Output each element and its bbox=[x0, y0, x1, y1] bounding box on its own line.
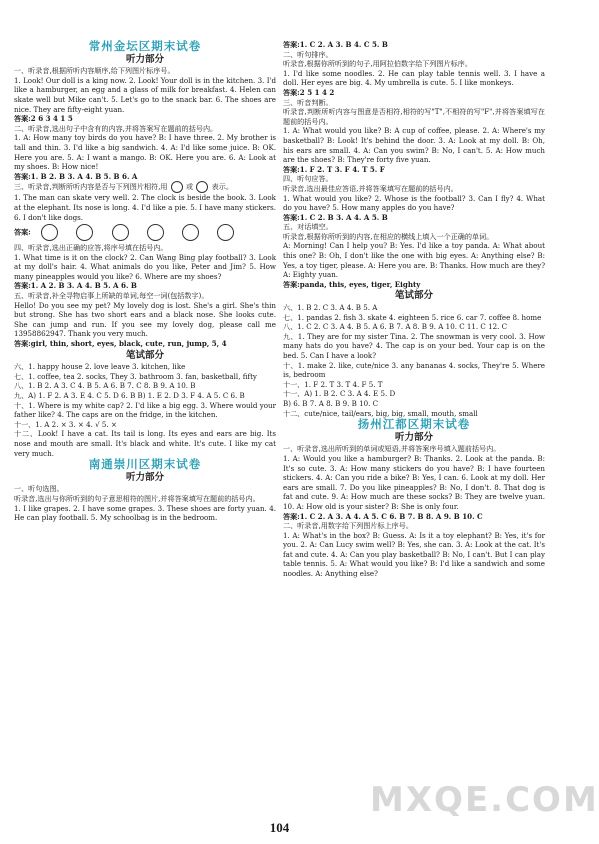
question-heading-part: 表示。 bbox=[211, 182, 233, 192]
answer-line: 六、1. B 2. C 3. A 4. B 5. A bbox=[283, 303, 378, 313]
smiley-face-icon bbox=[112, 224, 129, 241]
question-heading-part: 或 bbox=[186, 182, 194, 192]
transcript: 1. The man can skate very well. 2. The clock is beside the book. 3. Look at the elephant. Its nose is long. 4. I'd like a pie. 5. I have many stickers. 6. I don't like dogs. bbox=[14, 193, 276, 222]
instruction: 听录音,根据你所听到的句子,用阿拉伯数字给下列图片标序。 bbox=[283, 59, 472, 69]
transcript: 1. A: What would you like? B: A cup of coffee, please. 2. A: Where's my basketball? B: Look! It's behind the door. 3. A: Look at my doll. B: Oh, his ears are small. 4. A: Can you swim? B: No, I can't. 5. A: How much are the shoes? B: They're forty five yuan. bbox=[283, 126, 545, 165]
question-heading-part: 三、听录音,判断所听内容是否与下列图片相符,用 bbox=[14, 182, 168, 192]
page-number: 104 bbox=[269, 820, 290, 835]
answer-line: 答案:1. C 2. A 3. B 4. C 5. B bbox=[283, 40, 388, 49]
transcript: 1. A: How many toy birds do you have? B: I have three. 2. My brother is tall and thin. 3. I'd like a big sandwich. 4. A: I'd like some juice. B: OK. Here you are. 5. A: I want a mango. B: OK. Here you are. 6. A: Look at my shoes. B: How nice! bbox=[14, 133, 276, 172]
transcript: 1. A: Would you like a hamburger? B: Thanks. 2. Look at the panda. B: It's so cute. 3. A: How many stickers do you have? B: I have fourteen stickers. 4. A: Can you ride a bike? B: Yes, I can. 6. Look at my doll. Her ears are small. 7. Do you like pineapples? B: No, I don't. 8. That dog is fat and cute. 9. A: How much are these socks? B: They are twelve yuan. 10. A: How old is your sister? B: She is only four. bbox=[283, 453, 545, 511]
listening-heading: 听力部分 bbox=[125, 471, 164, 483]
answer-line: 八、1. B 2. A 3. C 4. B 5. A 6. B 7. C 8. B 9. A 10. B bbox=[14, 381, 196, 391]
answer-line: 十一、1. F 2. T 3. T 4. F 5. T bbox=[283, 379, 383, 389]
answer-line: 答案:girl, thin, short, eyes, black, cute, run, jump, 5, 4 bbox=[14, 339, 227, 349]
answer-line: B) 6. B 7. A 8. B 9. B 10. C bbox=[283, 398, 379, 408]
answer-line: 十、1. Where is my white cap? 2. I'd like a big egg. 3. Where would your father like? 4. The caps are on the fridge, in the kitchen. bbox=[14, 400, 276, 420]
question-heading: 二、听录音,选出句子中含有的内容,并将答案写在题前的括号内。 bbox=[14, 123, 218, 133]
watermark: MXQE.COM bbox=[370, 780, 599, 820]
answer-line: 答案:2 5 1 4 2 bbox=[283, 87, 335, 97]
answer-line: 十二、Look! I have a cat. Its tail is long. Its eyes and ears are big. Its nose and mouth are small. It's black and white. It's cute. I like my cat very much. bbox=[14, 429, 276, 458]
transcript: 1. What time is it on the clock? 2. Can Wang Bing play football? 3. Look at my doll's hair. 4. What animals do you like, Peter and Jim? 5. How many pineapples would you like? 6. Where are my shoes? bbox=[14, 252, 276, 281]
instruction: 听录音,选出最佳应答语,并将答案填写在题前的括号内。 bbox=[283, 183, 458, 193]
answer-line: 答案:2 6 3 4 1 5 bbox=[14, 114, 73, 124]
answer-line: 六、1. happy house 2. love leave 3. kitchen, like bbox=[14, 362, 186, 372]
question-heading: 五、对话填空。 bbox=[283, 222, 333, 232]
section-title-changzhou: 常州金坛区期末试卷 bbox=[88, 39, 202, 53]
transcript: 1. What would you like? 2. Whose is the football? 3. Can I fly? 4. What do you have? 5. How many apples do you have? bbox=[283, 193, 545, 213]
question-heading: 二、听句排序。 bbox=[283, 49, 333, 59]
answer-line: 十一、A) 1. B 2. C 3. A 4. E 5. D bbox=[283, 389, 396, 399]
answer-line: 答案:1. C 2. A 3. A 4. A 5. C 6. B 7. B 8. A 9. B 10. C bbox=[283, 511, 483, 521]
answer-line: 九、1. They are for my sister Tina. 2. The snowman is very cool. 3. How many hats do you have? 4. The cap is on your bed. Your cap is on the bed. 5. Can I have a look? bbox=[283, 331, 545, 360]
question-heading: 一、听句选图。 bbox=[14, 484, 64, 494]
sad-face-icon bbox=[76, 224, 93, 241]
question-heading: 一、听录音,根据所听内容顺序,给下列图片标序号。 bbox=[14, 66, 175, 76]
transcript: A: Morning! Can I help you? B: Yes. I'd like a toy panda. A: What about this one? B: Oh, I don't like the one with big eyes. A: Anything else? B: Yes, a toy tiger, please. A: Here you are. B: Thanks. How much are they? A: Eighty yuan. bbox=[283, 241, 545, 280]
answer-line: 七、1. pandas 2. fish 3. skate 4. eighteen 5. rice 6. car 7. coffee 8. home bbox=[283, 312, 542, 322]
smiley-face-icon bbox=[182, 224, 199, 241]
answer-faces bbox=[14, 224, 276, 241]
question-heading bbox=[14, 181, 276, 193]
answer-line: 七、1. coffee, tea 2. socks, They 3. bathroom 3. fan, basketball, fifty bbox=[14, 371, 257, 381]
section-title-nantong: 南通崇川区期末试卷 bbox=[88, 457, 202, 472]
transcript: 1. A: What's in the box? B: Guess. A: Is it a toy elephant? B: Yes, it's for you. 2. A: Can Lucy swim well? B: Yes, she can. 3. A: Look at the cat. It's fat and cute. 4. A: Can you play basketball? B: No, I can't. But I can play table tennis. 5. A: What would you like? B: I'd like a sandwich and some noodles. A: Anything else? bbox=[283, 530, 545, 579]
answer-line: 答案:panda, this, eyes, tiger, Eighty bbox=[283, 279, 421, 289]
right-column bbox=[283, 40, 545, 579]
answer-line: 答案:1. F 2. T 3. F 4. T 5. F bbox=[283, 164, 385, 174]
answer-line: 十二、cute/nice, tail/ears, big, big, small, mouth, small bbox=[283, 408, 478, 418]
answer-line: 答案:1. A 2. B 3. A 4. B 5. A 6. B bbox=[14, 281, 137, 291]
question-heading: 五、听录音,补全寻物启事上所缺的单词,每空一词(包括数字)。 bbox=[14, 291, 209, 301]
transcript: 1. Look! Our doll is a king now. 2. Look! Your doll is in the kitchen. 3. I'd like a hamburger, an egg and a glass of milk for breakfast. 4. Helen can skate well but Mike can't. 5. Let's go to the snack bar. 6. The shoes are nice. They are fifty-eight yuan. bbox=[14, 75, 276, 114]
answer-line: 八、1. C 2. C 3. A 4. B 5. A 6. B 7. A 8. B 9. A 10. C 11. C 12. C bbox=[283, 322, 508, 332]
transcript: 1. I'd like some noodles. 2. He can play table tennis well. 3. I have a doll. Her eyes are big. 4. My umbrella is cute. 5. I like monkeys. bbox=[283, 68, 545, 88]
section-title-yangzhou: 扬州江都区期末试卷 bbox=[357, 417, 471, 432]
transcript: 1. I like grapes. 2. I have some grapes. 3. These shoes are forty yuan. 4. He can play football. 5. My schoolbag is in the bedroom. bbox=[14, 503, 276, 523]
written-heading: 笔试部分 bbox=[125, 349, 164, 361]
question-heading: 四、听句应答。 bbox=[283, 174, 333, 184]
answer-line: 十、1. make 2. like, cute/nice 3. any bananas 4. socks, They're 5. Where is, bedroom bbox=[283, 360, 545, 380]
sad-face-icon bbox=[217, 224, 234, 241]
listening-heading: 听力部分 bbox=[125, 53, 164, 65]
smiley-face-icon bbox=[41, 224, 58, 241]
instruction: 听录音,判断所听内容与图意是否相符,相符的写"T",不相符的写"F",并将答案填写在题前的括号内。 bbox=[283, 107, 545, 126]
question-heading: 二、听录音,用数字给下列图片标上序号。 bbox=[283, 521, 413, 531]
instruction: 听录音,选出与你所听到的句子意思相符的图片,并将答案填写在题前的括号内。 bbox=[14, 493, 260, 503]
answer-label: 答案: bbox=[14, 227, 31, 237]
question-heading: 四、听录音,选出正确的应答,将序号填在括号内。 bbox=[14, 243, 168, 253]
transcript: Hello! Do you see my pet? My lovely dog is lost. She's a girl. She's thin but strong. She has two short ears and a black nose. She looks cute. She can jump and run. If you see my lovely dog, please call me 13958862947. Thank you very much. bbox=[14, 300, 276, 339]
instruction: 听录音,根据你所听到的内容,在相应的横线上填入一个正确的单词。 bbox=[283, 231, 494, 241]
listening-heading: 听力部分 bbox=[394, 431, 433, 443]
answer-line: 答案:1. B 2. B 3. A 4. B 5. B 6. A bbox=[14, 171, 138, 181]
question-heading: 一、听录音,选出所听到的单词或短语,并将答案序号填入题前括号内。 bbox=[283, 444, 501, 454]
sad-face-icon bbox=[196, 181, 208, 193]
answer-line: 答案:1. C 2. B 3. A 4. A 5. B bbox=[283, 212, 388, 222]
left-column bbox=[14, 40, 276, 523]
smiley-face-icon bbox=[171, 181, 183, 193]
answer-line: 九、A) 1. F 2. A 3. E 4. C 5. D 6. B B) 1. E 2. D 3. F 4. A 5. C 6. B bbox=[14, 391, 245, 400]
written-heading: 笔试部分 bbox=[394, 290, 433, 302]
answer-line: 十一、1. A 2. × 3. × 4. √ 5. × bbox=[14, 419, 117, 429]
sad-face-icon bbox=[147, 224, 164, 241]
question-heading: 三、听音判断。 bbox=[283, 97, 333, 107]
